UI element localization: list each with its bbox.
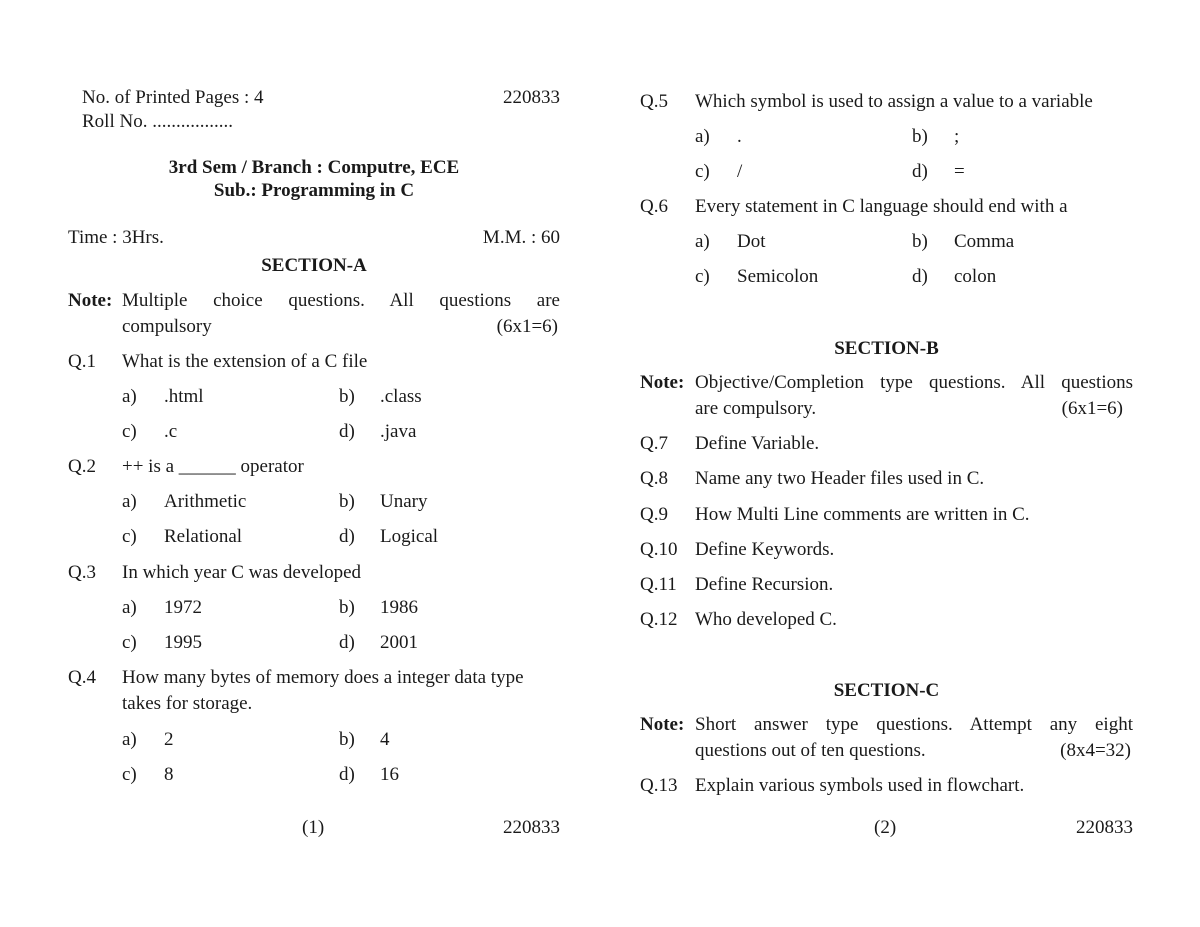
- option-label: b): [339, 491, 355, 512]
- option-text: Logical: [380, 526, 439, 547]
- note-label: Note:: [68, 290, 113, 311]
- option-text: Comma: [954, 231, 1015, 252]
- option-text: .html: [164, 386, 204, 407]
- options-row: [640, 124, 1133, 150]
- note-line2: are compulsory.: [695, 398, 817, 419]
- question-text: Every statement in C language should end with a: [695, 196, 1068, 217]
- question-number: Q.11: [640, 574, 677, 595]
- option-label: a): [122, 729, 137, 750]
- option-label: b): [339, 386, 355, 407]
- paper-code-footer: 220833: [503, 817, 560, 838]
- option-text: ;: [954, 126, 960, 147]
- option-text: Semicolon: [737, 266, 819, 287]
- question-q12: [640, 607, 1133, 633]
- note-line1: Multiple choice questions. All questions are: [122, 290, 560, 311]
- note-marks: (6x1=6): [1061, 398, 1123, 419]
- question-q13: [640, 773, 1133, 799]
- question-text: Define Keywords.: [695, 539, 835, 560]
- question-text: Name any two Header files used in C.: [695, 468, 985, 489]
- question-q2: [68, 454, 560, 480]
- option-label: c): [122, 421, 137, 442]
- question-text: Which symbol is used to assign a value to a variable: [695, 91, 1093, 112]
- note-line2: questions out of ten questions.: [695, 740, 926, 761]
- option-label: a): [122, 597, 137, 618]
- question-q6: [640, 194, 1133, 220]
- option-label: a): [122, 386, 137, 407]
- options-row: [68, 762, 560, 788]
- option-text: .class: [380, 386, 422, 407]
- question-text: How Multi Line comments are written in C.: [695, 504, 1030, 525]
- option-text: 2001: [380, 632, 418, 653]
- question-q10: [640, 537, 1133, 563]
- option-label: d): [912, 161, 928, 182]
- question-number: Q.4: [68, 667, 96, 688]
- question-q1: [68, 349, 560, 375]
- option-text: .: [737, 126, 742, 147]
- option-label: b): [912, 231, 928, 252]
- question-number: Q.2: [68, 456, 96, 477]
- option-text: colon: [954, 266, 997, 287]
- options-row: [68, 384, 560, 410]
- sem-branch: 3rd Sem / Branch : Computre, ECE: [168, 157, 460, 178]
- option-label: d): [339, 632, 355, 653]
- question-text: Who developed C.: [695, 609, 837, 630]
- options-row: [68, 524, 560, 550]
- option-text: 1995: [164, 632, 202, 653]
- question-text-cont: takes for storage.: [122, 693, 253, 714]
- option-label: d): [339, 421, 355, 442]
- section-b-title: SECTION-B: [834, 338, 939, 359]
- question-number: Q.6: [640, 196, 668, 217]
- question-number: Q.13: [640, 775, 678, 796]
- question-q5: [640, 89, 1133, 115]
- paper-code-footer: 220833: [1076, 817, 1133, 838]
- max-marks: M.M. : 60: [482, 227, 560, 248]
- section-c-note: [640, 713, 1133, 765]
- section-a-title: SECTION-A: [261, 255, 367, 276]
- option-label: d): [912, 266, 928, 287]
- note-line1: Short answer type questions. Attempt any eight: [695, 714, 1133, 735]
- paper-code-top: 220833: [503, 87, 560, 108]
- option-label: c): [122, 764, 137, 785]
- options-row: [68, 419, 560, 445]
- note-marks: (6x1=6): [496, 316, 558, 337]
- question-text: How many bytes of memory does a integer data type: [122, 667, 524, 688]
- option-text: 4: [380, 729, 390, 750]
- question-number: Q.5: [640, 91, 668, 112]
- option-text: .java: [380, 421, 417, 442]
- options-row: [640, 159, 1133, 185]
- option-label: b): [912, 126, 928, 147]
- note-line1: Objective/Completion type questions. All questions: [695, 372, 1133, 393]
- option-text: 16: [380, 764, 399, 785]
- right-page: [640, 0, 1133, 927]
- option-label: b): [339, 729, 355, 750]
- option-text: 1972: [164, 597, 202, 618]
- question-text: Define Variable.: [695, 433, 820, 454]
- question-q11: [640, 572, 1133, 598]
- option-text: Relational: [164, 526, 243, 547]
- option-label: a): [695, 126, 710, 147]
- time: Time : 3Hrs.: [68, 227, 164, 248]
- question-q7: [640, 431, 1133, 457]
- option-text: 8: [164, 764, 174, 785]
- question-number: Q.8: [640, 468, 668, 489]
- page-number: (2): [874, 817, 897, 838]
- question-number: Q.7: [640, 433, 668, 454]
- question-number: Q.10: [640, 539, 678, 560]
- option-text: Arithmetic: [164, 491, 247, 512]
- subject: Sub.: Programming in C: [213, 180, 415, 201]
- question-number: Q.3: [68, 562, 96, 583]
- option-text: /: [737, 161, 743, 182]
- question-number: Q.12: [640, 609, 678, 630]
- question-text: Define Recursion.: [695, 574, 834, 595]
- section-c-title: SECTION-C: [833, 680, 940, 701]
- question-q4: [68, 665, 560, 717]
- question-q8: [640, 466, 1133, 492]
- note-marks: (8x4=32): [1060, 740, 1131, 761]
- option-text: Unary: [380, 491, 428, 512]
- options-row: [68, 727, 560, 753]
- note-line2: compulsory: [122, 316, 212, 337]
- question-number: Q.1: [68, 351, 96, 372]
- option-label: a): [695, 231, 710, 252]
- left-page: [68, 0, 560, 927]
- question-text: What is the extension of a C file: [122, 351, 368, 372]
- option-label: d): [339, 764, 355, 785]
- option-label: c): [122, 526, 137, 547]
- option-label: c): [695, 266, 710, 287]
- section-b-note: [640, 371, 1133, 423]
- question-q3: [68, 560, 560, 586]
- option-label: a): [122, 491, 137, 512]
- question-text: Explain various symbols used in flowchart.: [695, 775, 1025, 796]
- options-row: [640, 229, 1133, 255]
- roll-no: Roll No. .................: [82, 111, 233, 132]
- question-text: ++ is a ______ operator: [122, 456, 304, 477]
- options-row: [68, 630, 560, 656]
- options-row: [640, 264, 1133, 290]
- option-text: =: [954, 161, 965, 182]
- option-label: d): [339, 526, 355, 547]
- note-label: Note:: [640, 372, 685, 393]
- options-row: [68, 489, 560, 515]
- printed-pages: No. of Printed Pages : 4: [82, 87, 264, 108]
- page-number: (1): [302, 817, 325, 838]
- question-q9: [640, 502, 1133, 528]
- option-text: Dot: [737, 231, 766, 252]
- option-text: 2: [164, 729, 174, 750]
- question-text: In which year C was developed: [122, 562, 362, 583]
- option-text: .c: [164, 421, 178, 442]
- options-row: [68, 595, 560, 621]
- option-label: c): [695, 161, 710, 182]
- note-label: Note:: [640, 714, 685, 735]
- question-number: Q.9: [640, 504, 668, 525]
- option-label: c): [122, 632, 137, 653]
- section-a-note: [68, 289, 560, 341]
- option-text: 1986: [380, 597, 418, 618]
- option-label: b): [339, 597, 355, 618]
